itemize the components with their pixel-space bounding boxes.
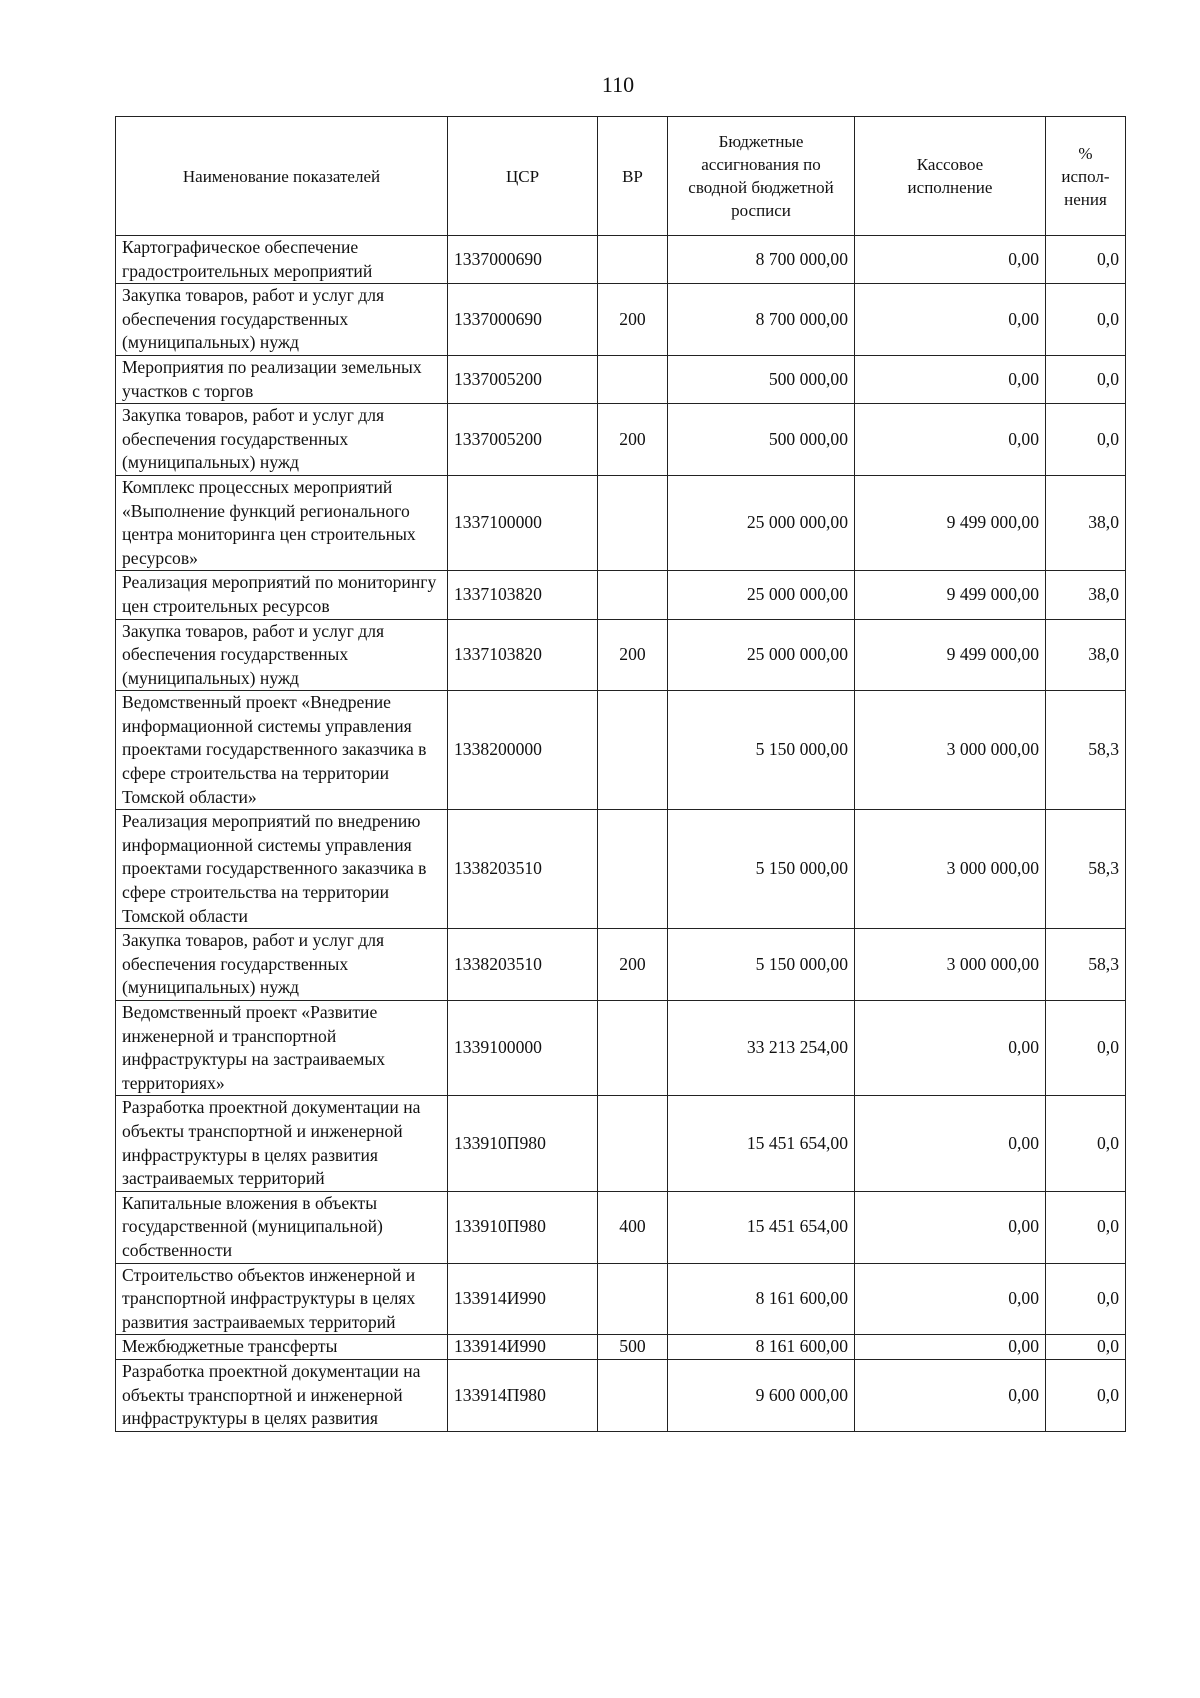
row-cash: 3 000 000,00 [855, 691, 1046, 810]
row-csr: 1338203510 [448, 810, 598, 929]
row-cash: 0,00 [855, 404, 1046, 476]
row-vr [598, 1359, 668, 1431]
row-budget: 15 451 654,00 [668, 1191, 855, 1263]
row-vr: 500 [598, 1335, 668, 1360]
row-pct: 58,3 [1046, 691, 1126, 810]
row-name: Картографическое обеспечение градостроительных мероприятий [116, 236, 448, 284]
row-pct: 0,0 [1046, 355, 1126, 403]
row-name: Разработка проектной документации на объекты транспортной и инженерной инфраструктуры в целях развития застраиваемых территорий [116, 1096, 448, 1191]
row-budget: 15 451 654,00 [668, 1096, 855, 1191]
row-pct: 38,0 [1046, 571, 1126, 619]
row-pct: 0,0 [1046, 1359, 1126, 1431]
page-number: 110 [601, 72, 635, 97]
row-vr [598, 810, 668, 929]
row-pct: 0,0 [1046, 1335, 1126, 1360]
row-pct: 58,3 [1046, 810, 1126, 929]
row-cash: 0,00 [855, 1335, 1046, 1360]
table-row [116, 475, 1126, 570]
row-csr: 1338200000 [448, 691, 598, 810]
row-vr [598, 1096, 668, 1191]
table-body [116, 236, 1126, 1432]
table-row [116, 355, 1126, 403]
row-name: Комплекс процессных мероприятий «Выполнение функций регионального центра мониторинга цен строительных ресурсов» [116, 475, 448, 570]
row-csr: 133910П980 [448, 1191, 598, 1263]
row-budget: 8 161 600,00 [668, 1263, 855, 1335]
row-budget: 8 161 600,00 [668, 1335, 855, 1360]
row-pct: 58,3 [1046, 929, 1126, 1001]
header-row [116, 117, 1126, 236]
table-row [116, 619, 1126, 691]
row-pct: 38,0 [1046, 619, 1126, 691]
row-pct: 0,0 [1046, 1001, 1126, 1096]
header-vr: ВР [598, 117, 668, 236]
header-pct: % испол-нения [1046, 117, 1126, 236]
row-csr: 1337000690 [448, 284, 598, 356]
row-pct: 0,0 [1046, 1096, 1126, 1191]
row-pct: 0,0 [1046, 1263, 1126, 1335]
header-cash: Кассовое исполнение [855, 117, 1046, 236]
row-cash: 0,00 [855, 236, 1046, 284]
row-vr: 200 [598, 929, 668, 1001]
row-name: Закупка товаров, работ и услуг для обеспечения государственных (муниципальных) нужд [116, 619, 448, 691]
row-vr: 200 [598, 284, 668, 356]
row-vr [598, 1001, 668, 1096]
row-csr: 133910П980 [448, 1096, 598, 1191]
row-name: Капитальные вложения в объекты государственной (муниципальной) собственности [116, 1191, 448, 1263]
row-csr: 1337103820 [448, 619, 598, 691]
table-row [116, 1335, 1126, 1360]
table-row [116, 691, 1126, 810]
row-budget: 33 213 254,00 [668, 1001, 855, 1096]
row-vr: 200 [598, 404, 668, 476]
row-name: Закупка товаров, работ и услуг для обеспечения государственных (муниципальных) нужд [116, 929, 448, 1001]
row-name: Межбюджетные трансферты [116, 1335, 448, 1360]
header-name: Наименование показателей [116, 117, 448, 236]
row-csr: 1338203510 [448, 929, 598, 1001]
table-row [116, 1263, 1126, 1335]
table-row [116, 404, 1126, 476]
row-pct: 38,0 [1046, 475, 1126, 570]
row-pct: 0,0 [1046, 404, 1126, 476]
row-pct: 0,0 [1046, 284, 1126, 356]
row-cash: 0,00 [855, 1359, 1046, 1431]
table-row [116, 236, 1126, 284]
row-budget: 500 000,00 [668, 404, 855, 476]
table-row [116, 284, 1126, 356]
row-csr: 1337005200 [448, 355, 598, 403]
row-csr: 1337005200 [448, 404, 598, 476]
row-name: Ведомственный проект «Внедрение информационной системы управления проектами государственного заказчика в сфере строительства на территории Томской области» [116, 691, 448, 810]
row-vr: 400 [598, 1191, 668, 1263]
row-budget: 8 700 000,00 [668, 284, 855, 356]
row-csr: 1337103820 [448, 571, 598, 619]
row-cash: 3 000 000,00 [855, 810, 1046, 929]
table-row [116, 1359, 1126, 1431]
row-csr: 1339100000 [448, 1001, 598, 1096]
row-name: Закупка товаров, работ и услуг для обеспечения государственных (муниципальных) нужд [116, 284, 448, 356]
row-budget: 5 150 000,00 [668, 929, 855, 1001]
row-vr [598, 236, 668, 284]
row-budget: 500 000,00 [668, 355, 855, 403]
table-row [116, 571, 1126, 619]
row-cash: 0,00 [855, 355, 1046, 403]
table-row [116, 1191, 1126, 1263]
row-budget: 25 000 000,00 [668, 475, 855, 570]
row-cash: 0,00 [855, 284, 1046, 356]
row-name: Мероприятия по реализации земельных участков с торгов [116, 355, 448, 403]
row-csr: 1337000690 [448, 236, 598, 284]
row-budget: 8 700 000,00 [668, 236, 855, 284]
row-cash: 9 499 000,00 [855, 571, 1046, 619]
row-csr: 133914П980 [448, 1359, 598, 1431]
row-name: Строительство объектов инженерной и транспортной инфраструктуры в целях развития застраиваемых территорий [116, 1263, 448, 1335]
header-budget: Бюджетные ассигнования по сводной бюджетной росписи [668, 117, 855, 236]
row-vr [598, 1263, 668, 1335]
row-cash: 0,00 [855, 1191, 1046, 1263]
row-cash: 9 499 000,00 [855, 619, 1046, 691]
header-csr: ЦСР [448, 117, 598, 236]
row-csr: 133914И990 [448, 1263, 598, 1335]
table-row [116, 1096, 1126, 1191]
row-name: Ведомственный проект «Развитие инженерной и транспортной инфраструктуры на застраиваемых территориях» [116, 1001, 448, 1096]
row-pct: 0,0 [1046, 236, 1126, 284]
row-cash: 0,00 [855, 1001, 1046, 1096]
row-name: Реализация мероприятий по мониторингу цен строительных ресурсов [116, 571, 448, 619]
row-pct: 0,0 [1046, 1191, 1126, 1263]
row-vr [598, 475, 668, 570]
row-cash: 9 499 000,00 [855, 475, 1046, 570]
row-name: Разработка проектной документации на объекты транспортной и инженерной инфраструктуры в целях развития [116, 1359, 448, 1431]
table-row [116, 810, 1126, 929]
row-csr: 133914И990 [448, 1335, 598, 1360]
row-csr: 1337100000 [448, 475, 598, 570]
row-cash: 0,00 [855, 1263, 1046, 1335]
row-budget: 25 000 000,00 [668, 619, 855, 691]
row-vr [598, 571, 668, 619]
budget-table [115, 116, 1126, 1432]
row-budget: 5 150 000,00 [668, 810, 855, 929]
row-vr [598, 691, 668, 810]
row-budget: 25 000 000,00 [668, 571, 855, 619]
table-row [116, 929, 1126, 1001]
row-vr [598, 355, 668, 403]
table-row [116, 1001, 1126, 1096]
row-cash: 3 000 000,00 [855, 929, 1046, 1001]
row-name: Закупка товаров, работ и услуг для обеспечения государственных (муниципальных) нужд [116, 404, 448, 476]
row-vr: 200 [598, 619, 668, 691]
row-budget: 5 150 000,00 [668, 691, 855, 810]
row-name: Реализация мероприятий по внедрению информационной системы управления проектами государственного заказчика в сфере строительства на территории Томской области [116, 810, 448, 929]
row-cash: 0,00 [855, 1096, 1046, 1191]
row-budget: 9 600 000,00 [668, 1359, 855, 1431]
